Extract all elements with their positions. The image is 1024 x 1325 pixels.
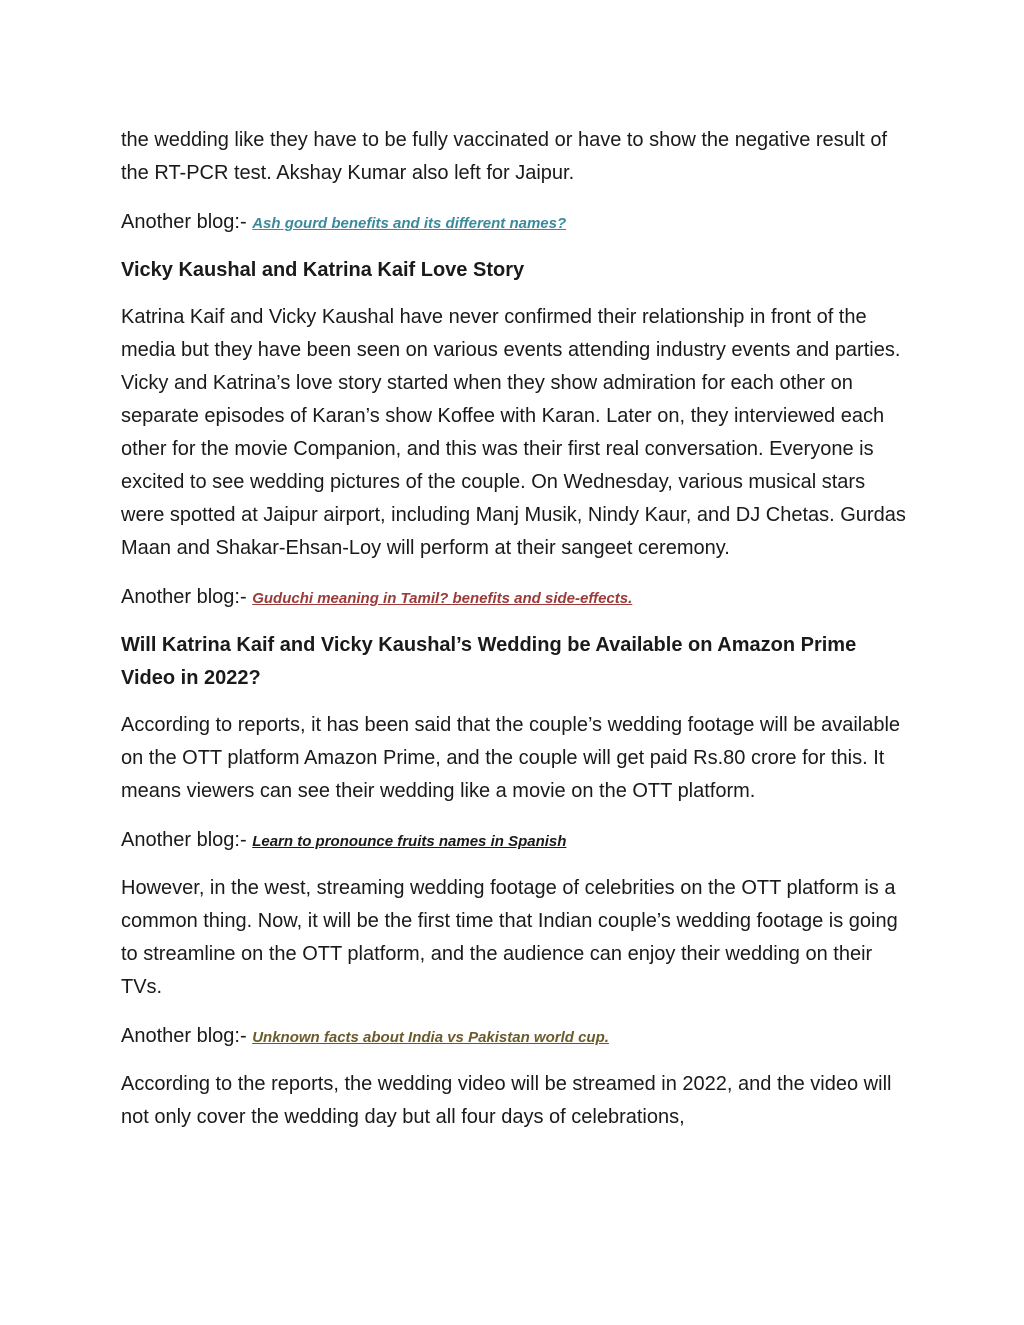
paragraph-vaccination: the wedding like they have to be fully vaccinated or have to show the negative result of the RT-PCR test. Akshay Kumar also left for Jaipur. <box>121 129 888 184</box>
link-guduchi[interactable]: Guduchi meaning in Tamil? benefits and side-effects. <box>252 590 633 607</box>
another-blog-label: Another blog:- <box>121 211 247 233</box>
link-spanish-fruits[interactable]: Learn to pronounce fruits names in Spanish <box>252 833 567 850</box>
another-blog-label: Another blog:- <box>121 586 247 608</box>
paragraph-love-story: Katrina Kaif and Vicky Kaushal have never confirmed their relationship in front of the media but they have been seen on various events attending industry events and parties. Vicky and Katrina’s love story started when they show admiration for each other on separate episodes of Karan’s show Koffee with Karan. Later on, they interviewed each other for the movie Companion, and this was their first real conversation. Everyone is excited to see wedding pictures of the couple. On Wednesday, various musical stars were spotted at Jaipur airport, including Manj Musik, Nindy Kaur, and DJ Chetas. Gurdas Maan and Shakar-Ehsan-Loy will perform at their sangeet ceremony. <box>121 306 906 559</box>
document-page <box>121 124 911 1150</box>
paragraph-ott-footage: According to reports, it has been said that the couple’s wedding footage will be available on the OTT platform Amazon Prime, and the couple will get paid Rs.80 crore for this. It means viewers can see their wedding like a movie on the OTT platform. <box>121 714 901 802</box>
link-ash-gourd[interactable]: Ash gourd benefits and its different names? <box>252 215 567 232</box>
another-blog-guduchi <box>121 581 911 615</box>
heading-amazon-prime: Will Katrina Kaif and Vicky Kaushal’s Wedding be Available on Amazon Prime Video in 2022? <box>121 634 857 689</box>
another-blog-label: Another blog:- <box>121 1025 247 1047</box>
heading-love-story: Vicky Kaushal and Katrina Kaif Love Story <box>121 259 525 281</box>
another-blog-label: Another blog:- <box>121 829 247 851</box>
paragraph-streaming-2022: According to the reports, the wedding video will be streamed in 2022, and the video will not only cover the wedding day but all four days of celebrations, <box>121 1073 892 1128</box>
another-blog-ash-gourd <box>121 206 911 240</box>
paragraph-west-streaming: However, in the west, streaming wedding footage of celebrities on the OTT platform is a common thing. Now, it will be the first time that Indian couple’s wedding footage is going to streamline on the OTT platform, and the audience can enjoy their wedding on their TVs. <box>121 877 898 998</box>
link-india-pakistan[interactable]: Unknown facts about India vs Pakistan world cup. <box>252 1029 609 1046</box>
another-blog-india-pakistan <box>121 1020 911 1054</box>
another-blog-spanish-fruits <box>121 824 911 858</box>
